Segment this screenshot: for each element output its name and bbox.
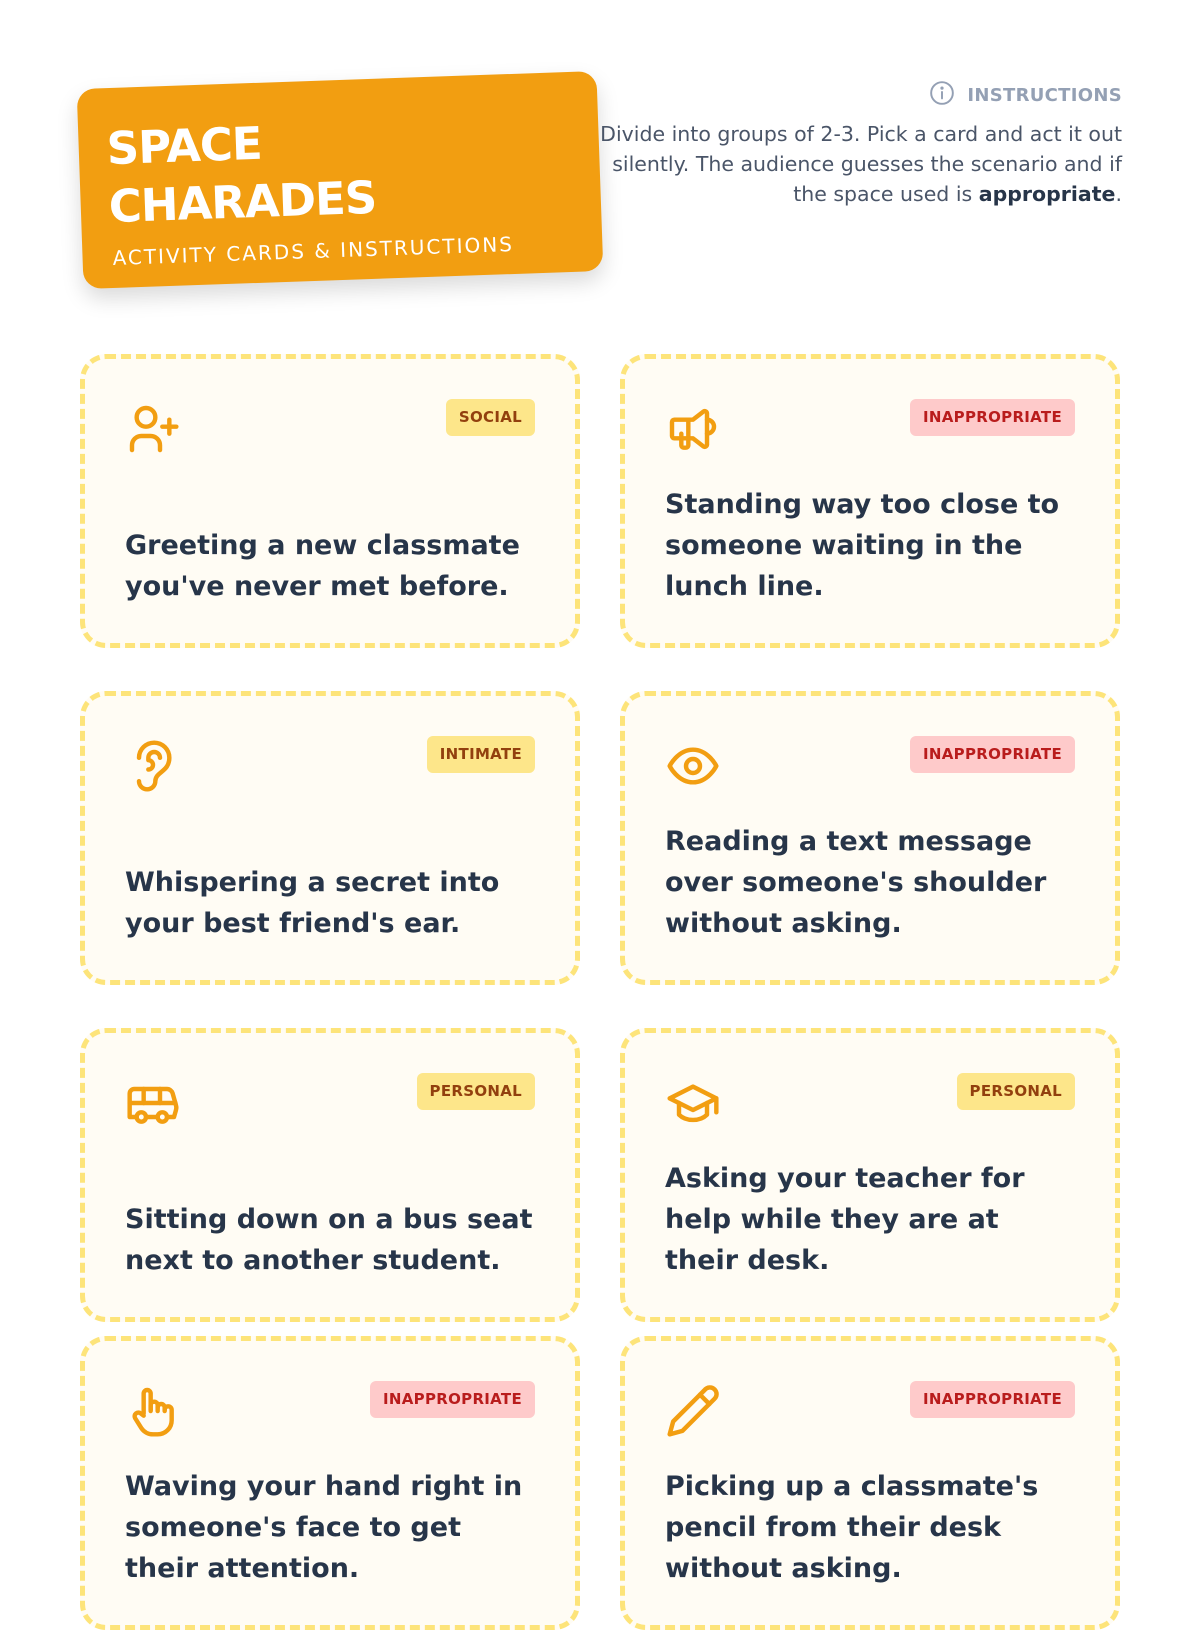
pencil-icon [665,1383,721,1439]
category-badge: INAPPROPRIATE [910,399,1075,436]
subtitle: ACTIVITY CARDS & INSTRUCTIONS [112,231,515,270]
title-card [77,71,604,289]
eye-icon [665,738,721,794]
instructions-text-bold: appropriate [978,182,1116,206]
activity-card[interactable] [80,1028,580,1322]
instructions-text-main: Divide into groups of 2-3. Pick a card and act it out silently. The audience guesses the scenario and if the space used is [600,122,1122,206]
instructions-text-end: . [1115,182,1122,206]
activity-card[interactable] [80,354,580,648]
title-line-1: SPACE [105,116,263,176]
instructions-text [582,119,1122,209]
instructions-heading-label: INSTRUCTIONS [967,85,1122,106]
scenario-text: Asking your teacher for help while they are at their desk. [665,1163,1025,1276]
category-badge: PERSONAL [957,1073,1075,1110]
category-badge: INAPPROPRIATE [370,1381,535,1418]
category-badge: SOCIAL [446,399,535,436]
scenario-text: Reading a text message over someone's shoulder without asking. [665,826,1047,939]
megaphone-icon [665,401,721,457]
scenario-text: Sitting down on a bus seat next to another student. [125,1204,533,1276]
activity-card[interactable] [620,1336,1120,1630]
user-plus-icon [125,401,181,457]
activity-card[interactable] [620,1028,1120,1322]
bus-icon [125,1075,181,1131]
activity-card[interactable] [620,354,1120,648]
activity-card[interactable] [80,1336,580,1630]
instructions-heading [582,80,1122,111]
hand-wave-icon [125,1383,181,1439]
scenario-text: Picking up a classmate's pencil from their desk without asking. [665,1471,1039,1584]
scenario-text: Standing way too close to someone waiting in the lunch line. [665,489,1060,602]
activity-card[interactable] [80,691,580,985]
graduation-cap-icon [665,1075,721,1131]
scenario-text: Greeting a new classmate you've never met before. [125,530,520,602]
scenario-text: Whispering a secret into your best friend's ear. [125,867,500,939]
title-line-2: CHARADES [107,170,378,234]
category-badge: INTIMATE [427,736,535,773]
scenario-text: Waving your hand right in someone's face to get their attention. [125,1471,523,1584]
category-badge: PERSONAL [417,1073,535,1110]
info-icon [929,80,955,111]
activity-card[interactable] [620,691,1120,985]
instructions-panel [582,80,1122,209]
ear-icon [125,738,181,794]
category-badge: INAPPROPRIATE [910,736,1075,773]
category-badge: INAPPROPRIATE [910,1381,1075,1418]
